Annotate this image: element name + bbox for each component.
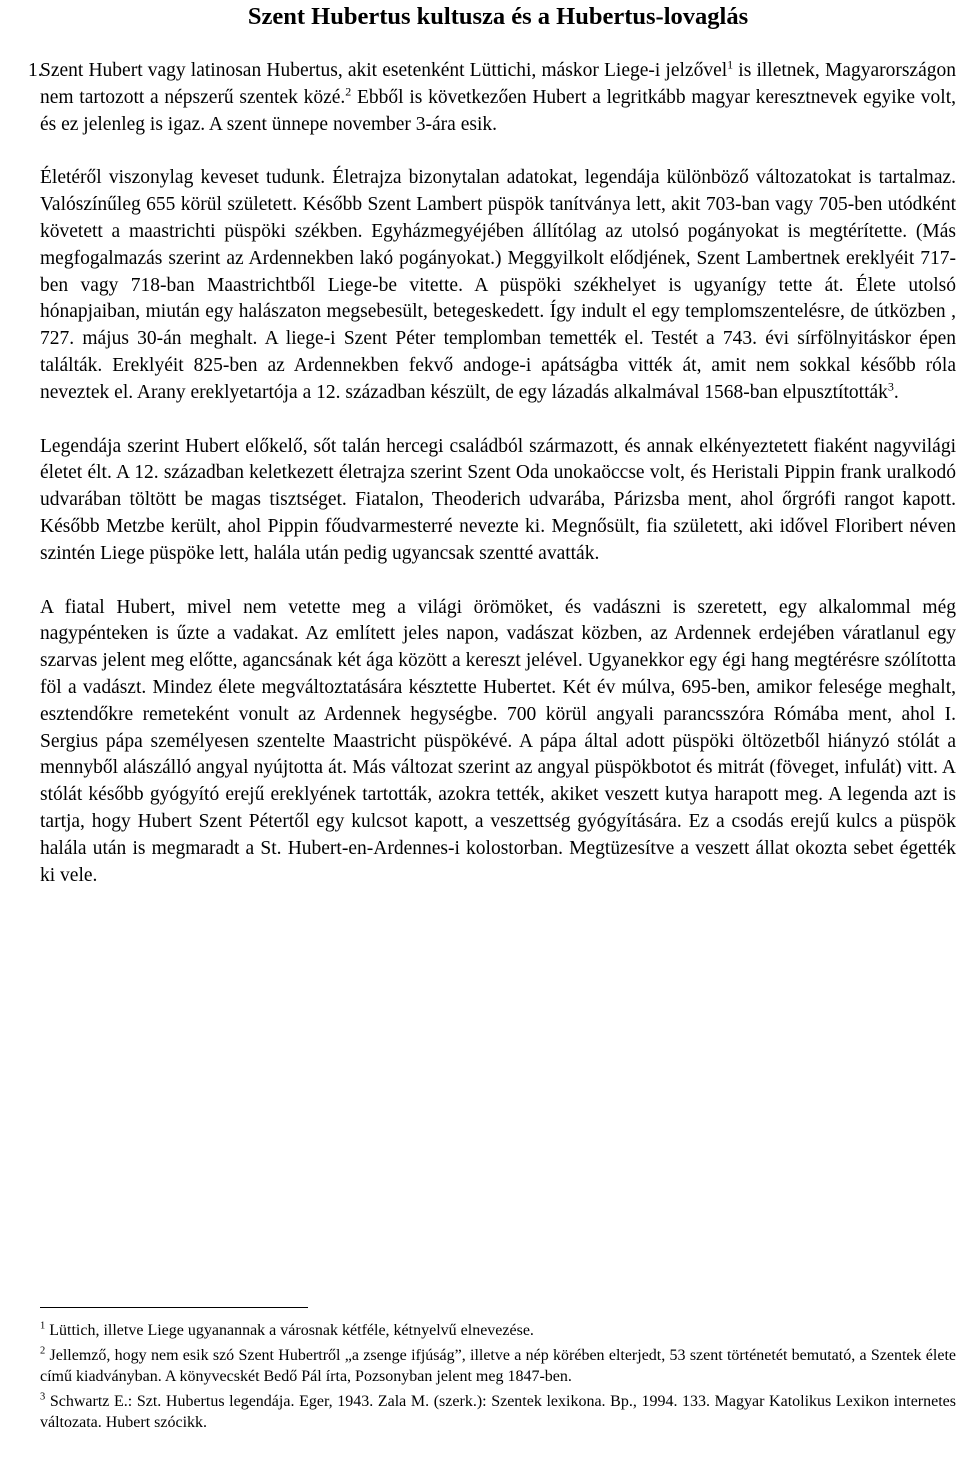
intro-text-b: is illetnek, Magyarországon nem tartozott a népszerű szentek közé. — [40, 60, 956, 108]
footnotes — [40, 1320, 956, 1437]
paragraph-number: 1. — [28, 60, 43, 81]
footnote-text: Schwartz E.: Szt. Hubertus legendája. Eger, 1943. Zala M. (szerk.): Szentek lexikona. Bp., 1994. 133. Magyar Katolikus Lexikon internetes változata. Hubert szócikk. — [40, 1392, 956, 1431]
page-title: Szent Hubertus kultusza és a Hubertus-lovaglás — [247, 3, 749, 30]
footnote-ref-1[interactable]: 1 — [727, 57, 734, 72]
life-text-a: Életéről viszonylag keveset tudunk. Életrajza bizonytalan adatokat, legendája különböző változatokat is tartalmaz. Valószínűleg 655 körül született. Később Szent Lambert püspök tanítványa lett, akit 703-ban vagy 705-ben utódként követett a maastrichti püspöki székben. Egyházmegyéjében állítólag az utolsó pogányokat is megtérítette. (Más megfogalmazás szerint az Ardennekben lakó pogányokat.) Meggyilkolt elődjének, Szent Lambertnek ereklyéit 717-ben vagy 718-ban Maastrichtből Liege-be vitette. A püspöki székhelyet is ugyanígy tette át. Élete utolsó hónapjaiban, miután egy halászaton megsebesült, betegeskedett. Így indult el egy templomszentelésre, de útközben , 727. május 30-án meghalt. A liege-i Szent Péter templomban temették el. Testét a 743. évi sírfölnyitáskor épen találták. Ereklyéit 825-ben az Ardennekben fekvő andoge-i apátságba vitték át, amit nem sokkal később róla neveztek el. Arany ereklyetartója a 12. században készült, de egy lázadás alkalmával 1568-ban elpusztították — [40, 167, 956, 403]
intro-text-c: Ebből is következően Hubert a legritkább magyar keresztnevek egyike volt, és ez jelenleg is igaz. A szent ünnepe november 3-ára esik. — [40, 86, 956, 135]
paragraph-intro — [28, 57, 956, 138]
footnote-text: Lüttich, illetve Liege ugyanannak a városnak kétféle, kétnyelvű elnevezése. — [45, 1322, 534, 1339]
life-text-b: . — [893, 381, 899, 403]
footnote-1 — [40, 1320, 956, 1342]
paragraph-legend: Legendája szerint Hubert előkelő, sőt talán hercegi családból származott, és annak elkényeztetett fiaként nagyvilági életet élt. A 12. században keletkezett életrajza szerint Szent Oda unokaöccse volt, és Heristali Pippin frank uralkodó udvarában töltött be magas tisztséget. Fiatalon, Theoderich udvarába, Párizsba ment, ahol őrgrófi rangot kapott. Később Metzbe került, ahol Pippin főudvarmesterré nevezte ki. Megnősült, fia született, aki idővel Floribert néven szintén Liege püspöke lett, halála után pedig ugyancsak szentté avatták. — [40, 435, 956, 564]
document-page — [28, 0, 956, 1431]
footnote-number: 1 — [40, 1320, 46, 1332]
paragraph-conversion: A fiatal Hubert, mivel nem vetette meg a világi örömöket, és vadászni is szeretett, egy alkalommal még nagypénteken is űzte a vadakat. Az említett jeles napon, vadászat közben, az Ardennek erdejében váratlanul egy szarvas jelent meg előtte, agancsának két ága között a kereszt jelével. Ugyanekkor egy égi hang megtérésre szólította föl a vadászt. Mindez élete megváltoztatására késztette Hubertet. Két év múlva, 695-ben, amikor felesége meghalt, esztendőkre remeteként vonult az Ardennek hegységbe. 700 körül angyali parancsszóra Rómába ment, ahol I. Sergius pápa személyesen szentelte Maastricht püspökévé. A pápa által adott püspöki öltözetből hiányzó stólát a mennyből alászálló angyal nyújtotta át. Más változat szerint az angyal püspökbotot és mitrát (föveget, infulát) vitt. A stólát később gyógyító erejű ereklyének tartották, azokra tették, akiket veszett kutya harapott meg. A legenda azt is tartja, hogy Hubert Szent Pétertől egy kulcsot kapott, a veszettség gyógyítására. Ez a csodás erejű kulcs a püspök halála után is megmaradt a St. Hubert-en-Ardennes-i kolostorban. Megtüzesítve a veszett állat okozta sebet égették ki vele. — [40, 596, 956, 886]
paragraph-gap — [40, 138, 956, 165]
intro-text-a: Szent Hubert vagy latinosan Hubertus, akit esetenként Lüttichi, máskor Liege-i jelzővel — [40, 60, 728, 81]
footnote-separator — [40, 1307, 308, 1308]
footnote-text: Jellemző, hogy nem esik szó Szent Hubertről „a zsenge ifjúság”, illetve a nép körében elterjedt, 53 szent történetét bemutató, a Szentek élete című kiadványban. A könyvecskét Bedő Pál írta, Pozsonyban jelent meg 1847-ben. — [40, 1346, 956, 1385]
footnote-number: 2 — [40, 1345, 46, 1357]
footnote-number: 3 — [40, 1391, 46, 1403]
paragraph-life — [40, 165, 956, 406]
footnote-2 — [40, 1345, 956, 1388]
footnote-ref-3[interactable]: 3 — [887, 379, 894, 394]
footnote-3 — [40, 1391, 956, 1434]
footnote-ref-2[interactable]: 2 — [345, 84, 352, 99]
paragraph-gap — [40, 407, 956, 434]
paragraph-gap — [40, 568, 956, 595]
